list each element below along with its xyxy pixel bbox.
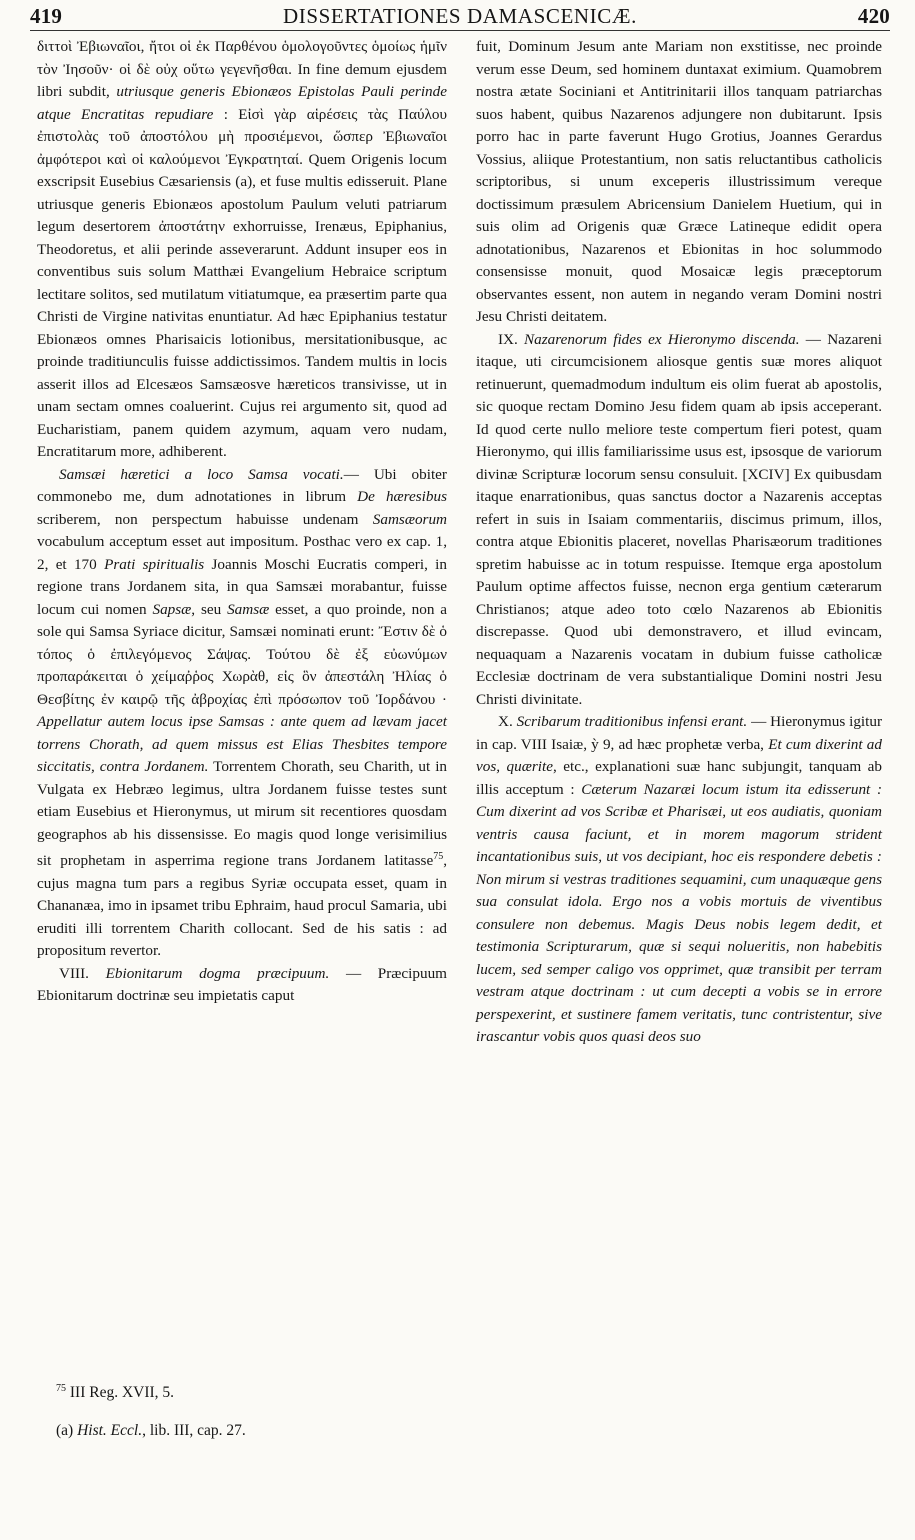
left-column [37,36,447,1008]
paragraph [476,36,882,329]
footnote-ref: 75 [433,851,444,862]
text-run: — Hieronymus igitur in cap. VIII Isaiæ, ỳ 9, ad hæc prophetæ verba, [476,713,883,753]
section-number: X. [498,713,513,730]
italic-run: Prati spiritualis [104,555,205,573]
paragraph [476,329,882,712]
text-run: — Ubi obiter commonebo me, dum adnotationes in librum [37,465,447,505]
italic-run: Et cum dixerint ad vos, quærite [476,735,882,775]
text-run: Torrentem Chorath, seu Charith, ut in Vulgata ex Hebræo legimus, ultra Jordanem fuisse testes sunt etiam Eusebius et Hieronymus, ut mirum sit recentiores quosdam geographos ab his dissensisse. Eo magis quod longe verisimilius sit prophetam in asperrima regione trans Jordanem latitasse [37,758,448,870]
text-run: vocabulum acceptum esset aut impositum. Posthac vero ex cap. 1, 2, et 170 [37,533,447,573]
text-run: scriberem, non perspectum habuisse undenam [37,510,359,528]
section-heading: Nazarenorum fides ex Hieronymo discenda. [524,330,800,348]
footnote-mark: (a) [56,1422,74,1440]
text-run: fuit, Dominum Jesum ante Mariam non exstitisse, nec proinde verum esse Deum, sed hominem duntaxat eximium. Quamobrem nostra ætate Sociniani et Antitrinitarii illos tanquam patriarchas suos habent, quibus Nazarenos adjungere non dubitarunt. Ipsis porro hac in parte faverunt Hugo Grotius, Joannes Gerardus Vossius, aliique Protestantium, non satis reluctantibus catholicis scriptoribus, si unum exceperis illustrissimum vereque doctissimum præsulem Abricensium Danielem Huetium, qui in suis olim ad Origenis quæ Græce Latineque edidit opera adnotationibus, Nazarenos et Ebionitas in hoc solummodo consensisse monuit, quod Mosaicæ legis præceptorum observantes essent, non autem in negando veram Domini nostri Jesu Christi deitatem. [476,38,882,325]
paragraph [37,464,447,963]
italic-run: Samsæorum [372,510,448,528]
page-number-right: 420 [857,4,890,28]
footnotes [56,1378,476,1458]
text-run: , seu [191,600,222,618]
footnote-italic: Hist. Eccl. [77,1422,143,1440]
paragraph [476,711,882,1049]
italic-run: Samsæ [227,600,270,618]
page-number-left: 419 [30,4,63,28]
section-heading: Samsæi hæretici a loco Samsa vocati. [59,465,344,483]
footnote [56,1420,476,1442]
text-run: : Εἰσὶ γὰρ αἱρέσεις τὰς Παύλου ἐπιστολὰς τοῦ ἀποστόλου μὴ προσιέμενοι, ὥσπερ Ἐβιωναῖοι ἀμφότεροι καὶ οἱ καλούμενοι Ἐγκρατηταί. Quem Origenis locum exscripsit Eusebius Cæsariensis (a), et fuse multis edisseruit. Plane utriusque generis Ebionæos apostolum Paulum veluti patriarum legum desertorem ἀποστάτην exhorruisse, Irenæus, Epiphanius, Theodoretus, et alii perinde asseverarunt. Addunt insuper eos in conventibus suis solum Matthæi Evangelium Hebraice scriptum lectitare solitos, sed mutilatum vitiatumque, ea præsertim parte qua Christi de Virgine nativitas enuntiatur. Ad hæc Epiphanius testatur Ebionæos omnes Pharisaicis lotionibus, mersitationibusque, ac proinde traditiunculis fuisse addictissimos. Tandem multis in locis asserit illos ad Elcesæos Samsæosve hæreticos transivisse, ut in unam sectam omnes coaluerint. Cujus rei argumento sit, quod ad Eucharistiam, panem quidem azymum, aquam vero nudam, Encratitarum more, adhiberent. [37,105,448,460]
text-run: , cujus magna tum pars a regibus Syriæ occupata esset, quam in Chananæa, imo in ipsamet tribu Ephraim, haud procul Samaria, ubi eruditi illi torrentem Charith collocant. Sed de his satis : ad propositum revertor. [37,852,447,960]
header-rule [30,30,890,31]
section-number: IX. [498,330,518,348]
paragraph [37,963,447,1008]
italic-run: utriusque generis Ebionæos Epistolas Pauli perinde atque Encratitas repudiare [37,83,447,123]
paragraph [37,36,447,464]
italic-run: Appellatur autem locus ipse Samsas : ante quem ad lævam jacet torrens Chorath, ad quem missus est Elias Thesbites tempore siccitatis, contra Jordanem. [37,713,447,775]
text-run: διττοὶ Ἐβιωναῖοι, ἤτοι οἱ ἐκ Παρθένου ὁμολογοῦντες ὁμοίως ἡμῖν τὸν Ἰησοῦν· οἱ δὲ οὐχ οὕτω γεγενῆσθαι. In fine demum ejusdem libri subdit, [37,38,447,100]
footnote-text: , lib. III, cap. 27. [142,1422,246,1440]
italic-quotation: Cæterum Nazaræi locum istum ita edisserunt : Cum dixerint ad vos Scribæ et Pharisæi, ut eos audiatis, quoniam ventris causa faciunt, et in morem magorum strident incantationibus suis, ut vos decipiant, hoc eis respondere debetis : Non mirum si vestras traditiones sequamini, cum unaquæque gens sua consulat idola. Ergo nos a vobis mortuis de viventibus consulere non debemus. Magis Deus nobis legem dedit, et testimonia Scripturarum, quæ si sequi nolueritis, non habebitis lucem, sed semper caligo vos opprimet, quæ transibit per terram vestram atque doctrinam : ut cum decepti a vobis se in errore perspexerint, et sustinere famem veritatis, tunc contristentur, sive irascantur vobis quos quasi deos suo [476,780,883,1045]
italic-run: De hæresibus [357,488,447,505]
page-header [30,4,890,30]
text-run: esset, a quo proinde, non a sole qui Samsa Syriace dicitur, Samsæi nominati erunt: Ἔστιν δὲ ὁ τόπος ὁ ἐπιλεγόμενος Σάψας. Τούτου δὲ ἐξ εὐωνύμων προπαράκειται ὁ χείμαῤῥος Χωρὰθ, εἰς ὃν ἀπεστάλη Ἠλίας ὁ Θεσβίτης ἐν καιρῷ τῆς ἀβροχίας ἐπὶ πρόσωπον τοῦ Ἰορδάνου · [37,600,448,708]
footnote [56,1378,476,1404]
text-run: — Nazareni itaque, uti circumcisionem aliosque gentis suæ mores aliquot retinuerunt, quemadmodum indultum eis olim fuerat ab apostolis, sic quoque rectam Domino Jesu fidem quam ab ipsis acceperant. Id quod certe nullo meliore teste compertum fieri potest, quam Hieronymo, qui illis familiarissime usus est, ipsosque de variorum divinæ Scripturæ locorum sensu consuluit. [XCIV] Ex quibusdam itaque enarrationibus, quas sanctus doctor a Nazarenis acceptas refert in suis in Isaiam commentariis, discimus primum, illos, contra atque Ebionitis placeret, novellas Pharisæorum traditiones spretim habuisse ac in totum respuisse. Itemque erga apostolum Paulum optime affectos fuisse, necnon erga gentium cæterarum Christianos; atque adeo toto cœlo Nazarenos ab Ebionitis discrepasse. Quod ubi demonstravero, et illud evincam, nequaquam a Nazarenis vocatam in dubium fuisse catholicæ Ecclesiæ doctrinam de vera substantialique Domini nostri Jesu Christi divinitate. [476,330,882,708]
italic-run: Sapsæ [152,600,192,618]
text-run: Joannis Moschi Eucratis comperi, in regione trans Jordanem sita, in qua Samsæi morabantur, fuisse locum cui nomen [37,555,447,618]
text-run: — Præcipuum Ebionitarum doctrinæ seu impietatis caput [37,964,447,1005]
section-number: VIII. [59,964,89,982]
footnote-text: III Reg. XVII, 5. [69,1384,175,1402]
footnote-mark: 75 [56,1383,66,1394]
text-run: , etc., explanationi suæ hanc subjungit, tanquam ab illis acceptum : [476,758,882,798]
right-column [476,36,882,1049]
section-heading: Ebionitarum dogma præcipuum. [105,964,330,982]
section-heading: Scribarum traditionibus infensi erant. [516,713,748,730]
running-title: DISSERTATIONES DAMASCENICÆ. [283,4,637,28]
